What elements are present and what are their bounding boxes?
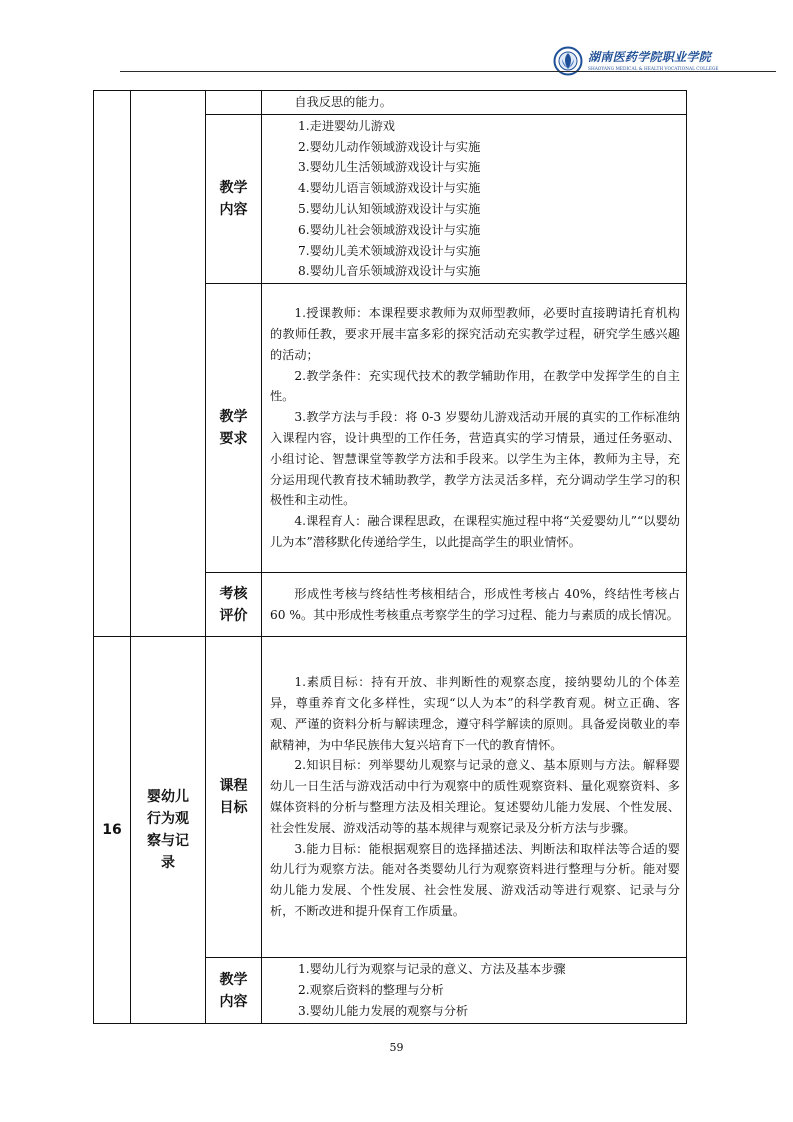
section-content xyxy=(262,958,687,1024)
section-label: 考核 评价 xyxy=(206,573,262,637)
paragraph: 2.知识目标：列举婴幼儿观察与记录的意义、基本原则与方法。解释婴幼儿一日生活与游戏活动中行为观察中的质性观察资料、量化观察资料、多媒体资料的分析与整理方法及相关理论。复述婴幼儿能力发展、个性发展、社会性发展、游戏活动等的基本规律与观察记录及分析方法与步骤。 xyxy=(270,758,680,835)
course-number-cell xyxy=(94,91,131,637)
school-name-cn: 湖南医药学院职业学院 xyxy=(588,50,712,64)
school-name-en: SHAOYANG MEDICAL & HEALTH VOCATIONAL COLLEGE xyxy=(588,67,719,72)
list-item: 3.婴幼儿能力发展的观察与分析 xyxy=(298,1003,469,1018)
list-item: 4.婴幼儿语言领域游戏设计与实施 xyxy=(298,181,481,196)
section-label: 教学 内容 xyxy=(206,958,262,1024)
section-label xyxy=(206,91,262,115)
paragraph: 自我反思的能力。 xyxy=(294,95,392,110)
section-content xyxy=(262,573,687,637)
list-item: 7.婴幼儿美术领域游戏设计与实施 xyxy=(298,243,481,258)
list-item: 1.婴幼儿行为观察与记录的意义、方法及基本步骤 xyxy=(298,962,566,977)
header-divider xyxy=(120,71,776,72)
course-table xyxy=(93,90,687,1024)
paragraph: 1.授课教师：本课程要求教师为双师型教师，必要时直接聘请托育机构的教师任教，要求开展丰富多彩的探究活动充实教学过程，研究学生感兴趣的活动； xyxy=(270,306,680,362)
list-item: 2.观察后资料的整理与分析 xyxy=(298,983,444,998)
table-row xyxy=(94,637,687,958)
section-content xyxy=(262,115,687,284)
page-number: 59 xyxy=(389,1041,404,1054)
course-name-cell: 婴幼儿 行为观 察与记 录 xyxy=(131,637,206,1024)
paragraph: 3.能力目标：能根据观察目的选择描述法、判断法和取样法等合适的婴幼儿行为观察方法。能对各类婴幼儿行为观察资料进行整理与分析。能对婴幼儿能力发展、个性发展、社会性发展、游戏活动等进行观察、记录与分析，不断改进和提升保育工作质量。 xyxy=(270,841,680,918)
section-content xyxy=(262,91,687,115)
list-item: 2.婴幼儿动作领域游戏设计与实施 xyxy=(298,139,481,154)
section-content xyxy=(262,284,687,573)
section-label: 教学 内容 xyxy=(206,115,262,284)
paragraph: 1.素质目标：持有开放、非判断性的观察态度，接纳婴幼儿的个体差异，尊重养育文化多样性，实现“以人为本”的科学教育观。树立正确、客观、严谨的资料分析与解读理念，遵守科学解读的原则。具备爱岗敬业的奉献精神，为中华民族伟大复兴培育下一代的教育情怀。 xyxy=(270,675,680,752)
paragraph: 3.教学方法与手段：将 0-3 岁婴幼儿游戏活动开展的真实的工作标准纳入课程内容，设计典型的工作任务，营造真实的学习情景，通过任务驱动、小组讨论、智慧课堂等教学方法和手段来。以学生为主体，教师为主导，充分运用现代教育技术辅助教学，教学方法灵活多样，充分调动学生学习的积极性和主动性。 xyxy=(270,410,680,508)
section-content xyxy=(262,637,687,958)
list-item: 8.婴幼儿音乐领域游戏设计与实施 xyxy=(298,264,481,279)
school-header xyxy=(588,48,758,72)
list-item: 3.婴幼儿生活领域游戏设计与实施 xyxy=(298,160,481,175)
paragraph: 形成性考核与终结性考核相结合，形成性考核占 40%，终结性考核占 60 %。其中形成性考核重点考察学生的学习过程、能力与素质的成长情况。 xyxy=(270,586,680,622)
section-label: 课程 目标 xyxy=(206,637,262,958)
course-number-cell: 16 xyxy=(94,637,131,1024)
paragraph: 2.教学条件：充实现代技术的教学辅助作用，在教学中发挥学生的自主性。 xyxy=(270,368,680,404)
list-item: 5.婴幼儿认知领域游戏设计与实施 xyxy=(298,202,481,216)
list-item: 1.走进婴幼儿游戏 xyxy=(298,118,395,133)
section-label: 教学 要求 xyxy=(206,284,262,573)
table-row xyxy=(94,91,687,115)
list-item: 6.婴幼儿社会领域游戏设计与实施 xyxy=(298,222,481,237)
paragraph: 4.课程育人：融合课程思政，在课程实施过程中将“关爱婴幼儿”“以婴幼儿为本”潜移默化传递给学生，以此提高学生的职业情怀。 xyxy=(270,514,680,549)
course-name-cell xyxy=(131,91,206,637)
